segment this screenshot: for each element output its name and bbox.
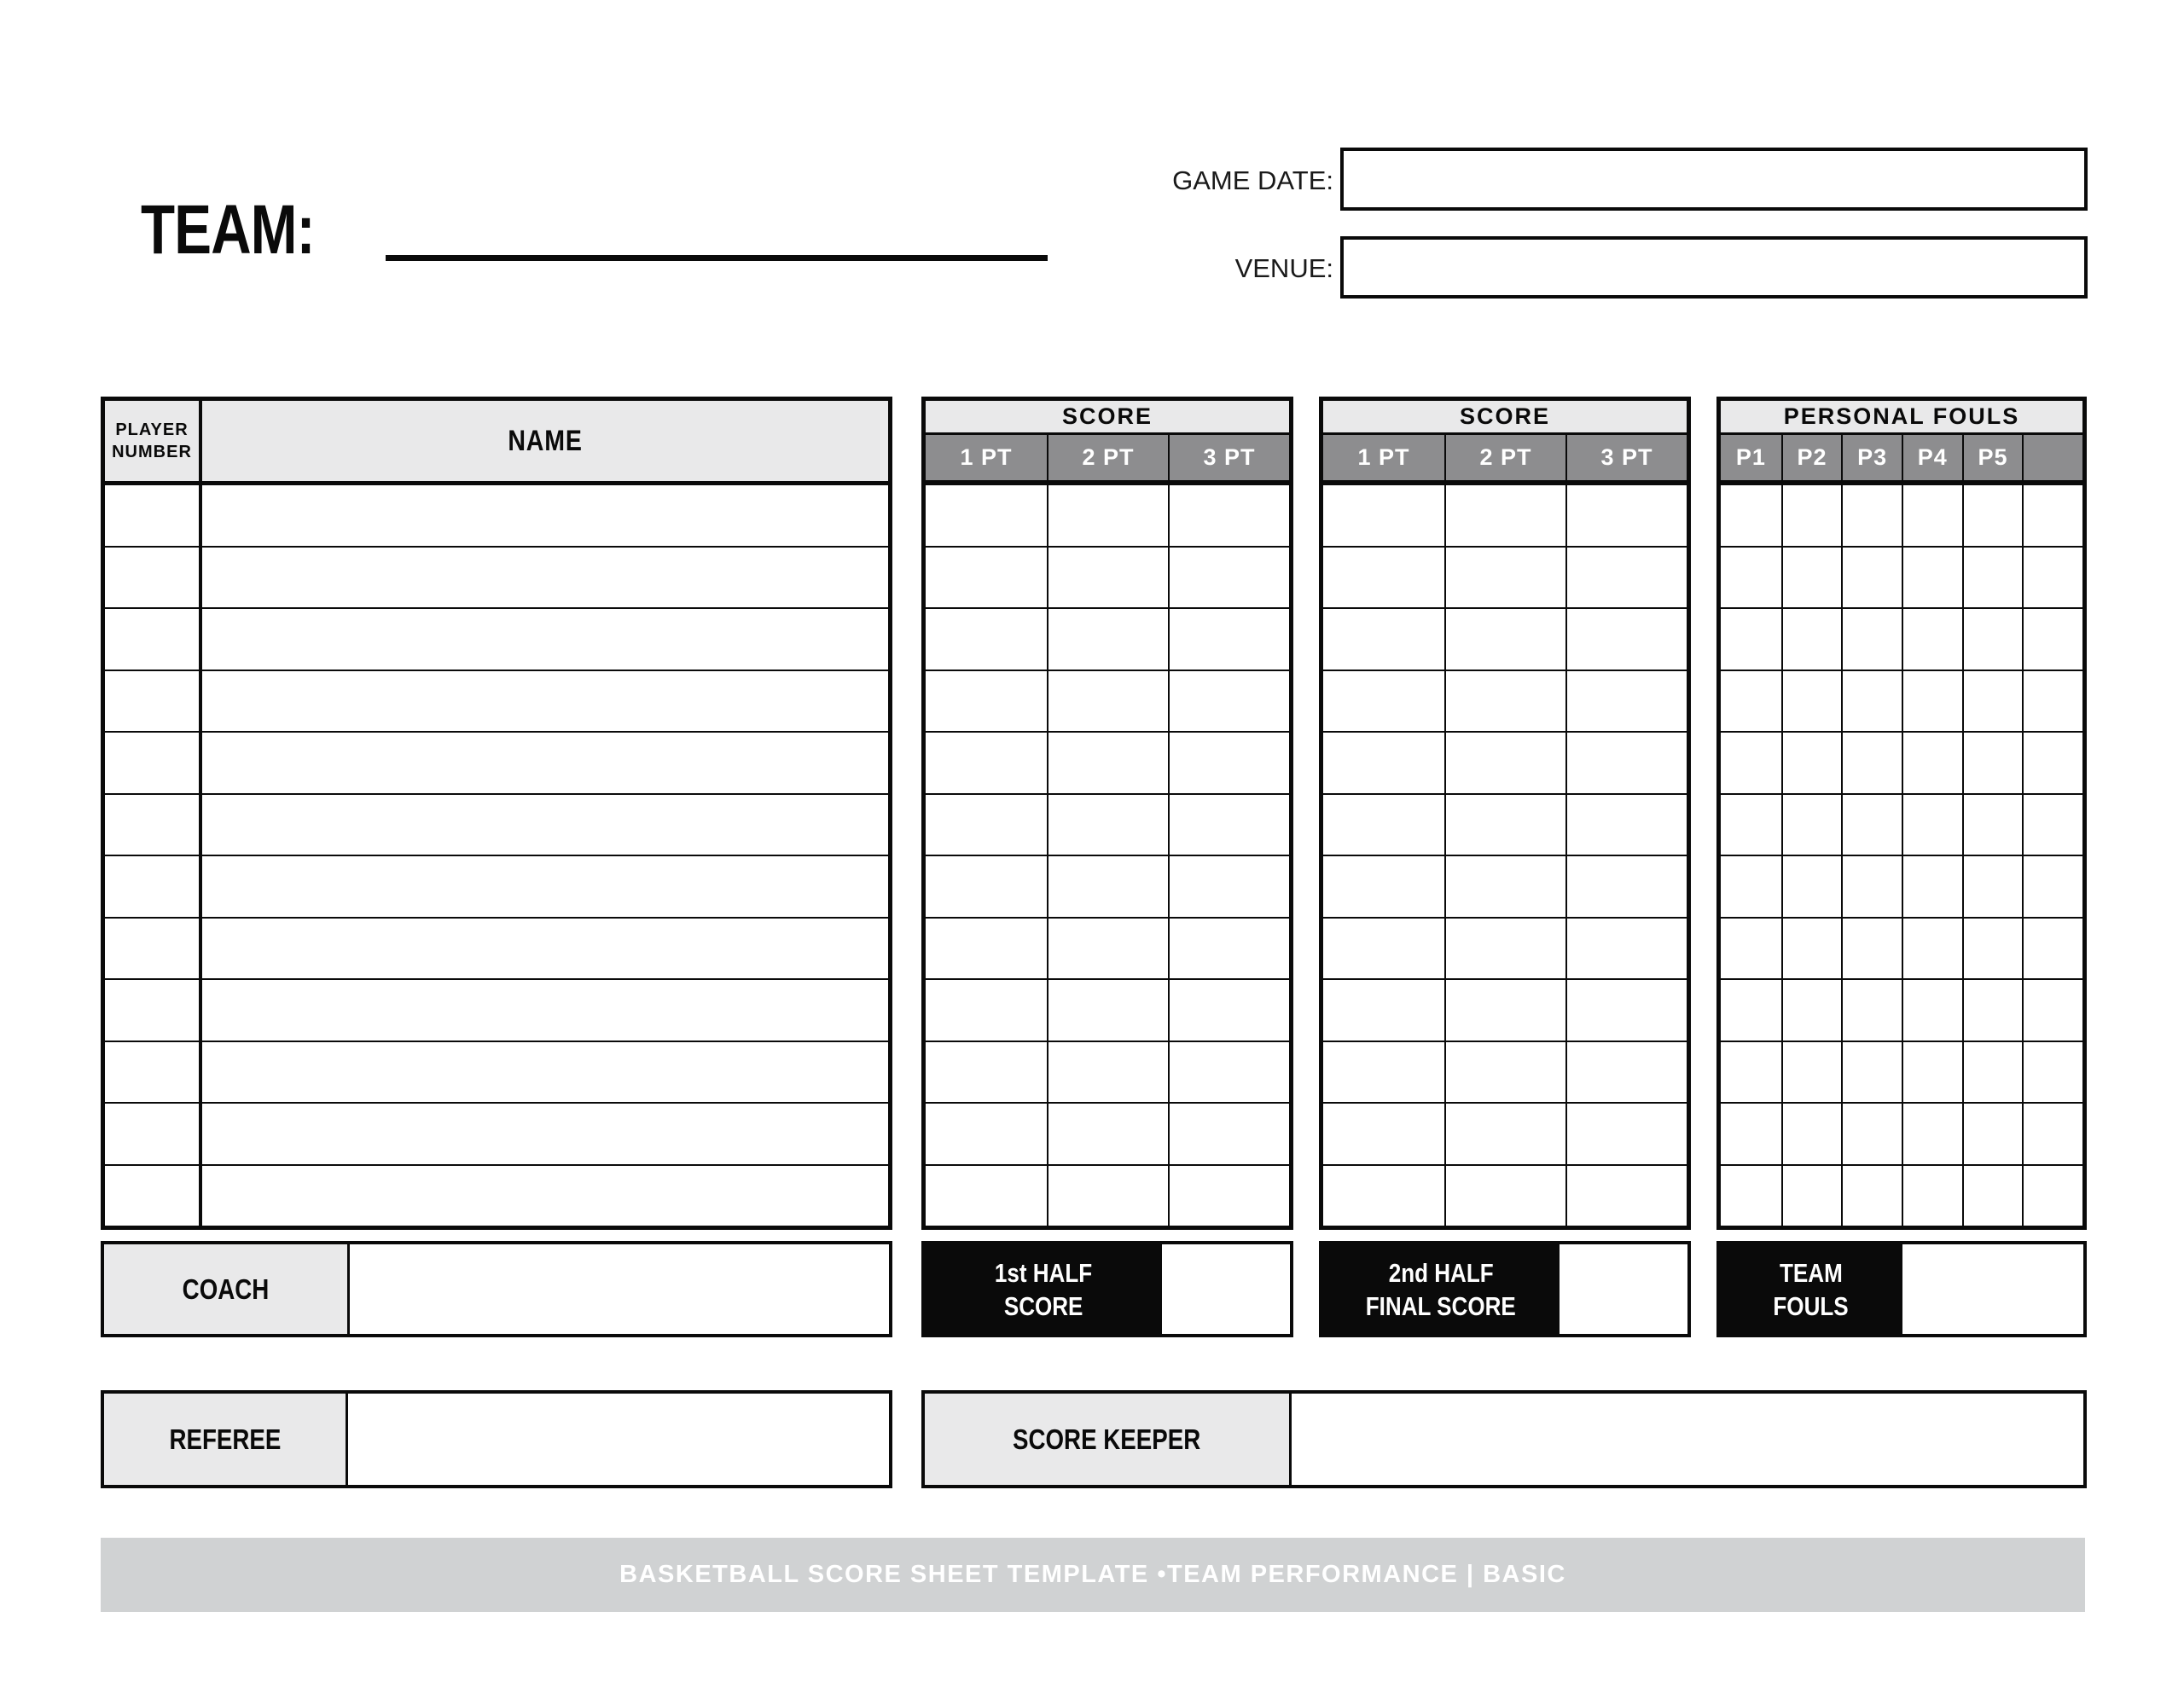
fouls-table-col-header-1: P1	[1721, 435, 1781, 484]
fouls-table-cell-r4-c2[interactable]	[1781, 670, 1842, 732]
roster-table-cell-r12-c1[interactable]	[105, 1164, 202, 1226]
score-keeper-label: SCORE KEEPER	[925, 1394, 1292, 1485]
fouls-table-cell-r9-c2[interactable]	[1781, 978, 1842, 1041]
score-table-1-col-header-1: 1 PT	[926, 435, 1047, 484]
score-table-2-cell-r5-c3[interactable]	[1565, 731, 1687, 793]
roster-table-cell-r3-c2[interactable]	[202, 607, 888, 670]
fouls-table-cell-r11-c4[interactable]	[1902, 1102, 1962, 1164]
coach-input[interactable]	[350, 1244, 889, 1334]
team-title	[141, 191, 358, 269]
roster-table-cell-r7-c1[interactable]	[105, 855, 202, 917]
fouls-table-cell-r7-c4[interactable]	[1902, 855, 1962, 917]
fouls-table-cell-r11-c5[interactable]	[1962, 1102, 2023, 1164]
score-table-2-cell-r4-c2[interactable]	[1444, 670, 1565, 732]
fouls-table-cell-r3-c2[interactable]	[1781, 607, 1842, 670]
first-half-score-box	[921, 1241, 1293, 1337]
score-table-2-col-header-3: 3 PT	[1565, 435, 1687, 484]
score-table-1-cell-r8-c3[interactable]	[1168, 917, 1289, 979]
fouls-table-cell-r6-c4[interactable]	[1902, 793, 1962, 855]
score-table-1-cell-r3-c3[interactable]	[1168, 607, 1289, 670]
score-table-1-cell-r2-c3[interactable]	[1168, 546, 1289, 608]
fouls-table-cell-r3-c1[interactable]	[1721, 607, 1781, 670]
team-fouls-input[interactable]	[1902, 1244, 2083, 1334]
fouls-table-cell-r7-c5[interactable]	[1962, 855, 2023, 917]
fouls-table-cell-r10-c6[interactable]	[2022, 1041, 2082, 1103]
fouls-table-cell-r7-c1[interactable]	[1721, 855, 1781, 917]
fouls-table-cell-r2-c6[interactable]	[2022, 546, 2082, 608]
fouls-table-cell-r4-c3[interactable]	[1841, 670, 1902, 732]
score-table-1-cell-r1-c1[interactable]	[926, 484, 1047, 546]
fouls-table-cell-r8-c2[interactable]	[1781, 917, 1842, 979]
fouls-table-cell-r5-c5[interactable]	[1962, 731, 2023, 793]
fouls-table-col-header-6	[2022, 435, 2082, 484]
second-half-final-score-label: 2nd HALF FINAL SCORE	[1322, 1244, 1560, 1334]
score-table-1	[921, 397, 1293, 1230]
score-table-2-cell-r8-c1[interactable]	[1323, 917, 1444, 979]
score-table-2-cell-r3-c3[interactable]	[1565, 607, 1687, 670]
score-table-2-cell-r6-c1[interactable]	[1323, 793, 1444, 855]
score-table-1-cell-r7-c1[interactable]	[926, 855, 1047, 917]
score-table-1-cell-r5-c1[interactable]	[926, 731, 1047, 793]
score-table-1-cell-r2-c1[interactable]	[926, 546, 1047, 608]
fouls-table-cell-r1-c1[interactable]	[1721, 484, 1781, 546]
fouls-table-cell-r2-c2[interactable]	[1781, 546, 1842, 608]
first-half-score-label: 1st HALF SCORE	[925, 1244, 1162, 1334]
name-header: NAME	[202, 401, 888, 484]
roster-table-cell-r1-c1[interactable]	[105, 484, 202, 546]
score-table-2-cell-r7-c2[interactable]	[1444, 855, 1565, 917]
fouls-table-cell-r7-c6[interactable]	[2022, 855, 2082, 917]
fouls-table-cell-r3-c6[interactable]	[2022, 607, 2082, 670]
roster-table-cell-r1-c2[interactable]	[202, 484, 888, 546]
score-keeper-row	[921, 1390, 2087, 1488]
fouls-table-cell-r6-c1[interactable]	[1721, 793, 1781, 855]
fouls-table-cell-r3-c4[interactable]	[1902, 607, 1962, 670]
roster-table-cell-r11-c1[interactable]	[105, 1102, 202, 1164]
fouls-table-col-header-3: P3	[1841, 435, 1902, 484]
personal-fouls-title: PERSONAL FOULS	[1721, 401, 2082, 435]
score-table-2-cell-r10-c1[interactable]	[1323, 1041, 1444, 1103]
second-half-final-score-input[interactable]	[1560, 1244, 1687, 1334]
score-table-1-cell-r7-c3[interactable]	[1168, 855, 1289, 917]
referee-label: REFEREE	[104, 1394, 348, 1485]
score-table-1-cell-r6-c2[interactable]	[1047, 793, 1168, 855]
roster-table	[101, 397, 892, 1230]
score-table-2-cell-r7-c3[interactable]	[1565, 855, 1687, 917]
score-table-1-cell-r8-c1[interactable]	[926, 917, 1047, 979]
roster-table-cell-r2-c2[interactable]	[202, 546, 888, 608]
referee-row	[101, 1390, 892, 1488]
fouls-table-cell-r9-c5[interactable]	[1962, 978, 2023, 1041]
fouls-table-cell-r10-c2[interactable]	[1781, 1041, 1842, 1103]
fouls-table-col-header-5: P5	[1962, 435, 2023, 484]
score-table-1-cell-r9-c1[interactable]	[926, 978, 1047, 1041]
score-table-2-cell-r10-c3[interactable]	[1565, 1041, 1687, 1103]
score-table-2-cell-r3-c2[interactable]	[1444, 607, 1565, 670]
score-table-2-cell-r11-c1[interactable]	[1323, 1102, 1444, 1164]
fouls-table-cell-r12-c4[interactable]	[1902, 1164, 1962, 1226]
score-table-1-cell-r12-c1[interactable]	[926, 1164, 1047, 1226]
score-table-2-cell-r9-c2[interactable]	[1444, 978, 1565, 1041]
roster-table-cell-r3-c1[interactable]	[105, 607, 202, 670]
fouls-table-cell-r10-c3[interactable]	[1841, 1041, 1902, 1103]
team-fouls-label: TEAM FOULS	[1720, 1244, 1902, 1334]
roster-table-cell-r7-c2[interactable]	[202, 855, 888, 917]
referee-input[interactable]	[348, 1394, 889, 1485]
roster-table-cell-r8-c2[interactable]	[202, 917, 888, 979]
score-table-2-cell-r5-c2[interactable]	[1444, 731, 1565, 793]
score-table-2-cell-r11-c2[interactable]	[1444, 1102, 1565, 1164]
fouls-table-cell-r2-c4[interactable]	[1902, 546, 1962, 608]
roster-table-cell-r9-c1[interactable]	[105, 978, 202, 1041]
score-table-2-cell-r10-c2[interactable]	[1444, 1041, 1565, 1103]
score-table-1-cell-r1-c2[interactable]	[1047, 484, 1168, 546]
player-number-header-line1: PLAYER	[115, 420, 189, 439]
coach-row	[101, 1241, 892, 1337]
score-table-2-cell-r3-c1[interactable]	[1323, 607, 1444, 670]
fouls-table-cell-r11-c2[interactable]	[1781, 1102, 1842, 1164]
personal-fouls-table	[1716, 397, 2087, 1230]
score-table-2-col-header-1: 1 PT	[1323, 435, 1444, 484]
score-table-2-cell-r6-c3[interactable]	[1565, 793, 1687, 855]
fouls-table-cell-r12-c6[interactable]	[2022, 1164, 2082, 1226]
game-date-input[interactable]	[1340, 148, 2088, 211]
score-table-2-cell-r6-c2[interactable]	[1444, 793, 1565, 855]
fouls-table-cell-r8-c3[interactable]	[1841, 917, 1902, 979]
score-table-2-cell-r4-c3[interactable]	[1565, 670, 1687, 732]
fouls-table-cell-r12-c1[interactable]	[1721, 1164, 1781, 1226]
score-table-2-cell-r4-c1[interactable]	[1323, 670, 1444, 732]
roster-table-cell-r4-c1[interactable]	[105, 670, 202, 732]
score-table-2	[1319, 397, 1691, 1230]
score-table-1-cell-r8-c2[interactable]	[1047, 917, 1168, 979]
fouls-table-cell-r4-c4[interactable]	[1902, 670, 1962, 732]
game-date-label: GAME DATE:	[1172, 165, 1333, 195]
fouls-table-cell-r3-c3[interactable]	[1841, 607, 1902, 670]
team-title-label: TEAM:	[141, 191, 315, 269]
score-table-2-cell-r8-c2[interactable]	[1444, 917, 1565, 979]
fouls-table-cell-r7-c2[interactable]	[1781, 855, 1842, 917]
score-table-2-cell-r1-c2[interactable]	[1444, 484, 1565, 546]
score-table-1-cell-r4-c2[interactable]	[1047, 670, 1168, 732]
fouls-table-cell-r9-c6[interactable]	[2022, 978, 2082, 1041]
fouls-table-cell-r5-c4[interactable]	[1902, 731, 1962, 793]
score-table-1-cell-r10-c2[interactable]	[1047, 1041, 1168, 1103]
score-table-1-cell-r12-c3[interactable]	[1168, 1164, 1289, 1226]
fouls-table-cell-r5-c3[interactable]	[1841, 731, 1902, 793]
score-table-1-cell-r2-c2[interactable]	[1047, 546, 1168, 608]
roster-table-cell-r11-c2[interactable]	[202, 1102, 888, 1164]
fouls-table-cell-r12-c5[interactable]	[1962, 1164, 2023, 1226]
fouls-table-cell-r9-c4[interactable]	[1902, 978, 1962, 1041]
roster-table-cell-r5-c2[interactable]	[202, 731, 888, 793]
fouls-table-cell-r4-c1[interactable]	[1721, 670, 1781, 732]
fouls-table-cell-r2-c5[interactable]	[1962, 546, 2023, 608]
score-table-2-cell-r1-c3[interactable]	[1565, 484, 1687, 546]
fouls-table-cell-r6-c3[interactable]	[1841, 793, 1902, 855]
fouls-table-col-header-4: P4	[1902, 435, 1962, 484]
score-table-1-cell-r5-c3[interactable]	[1168, 731, 1289, 793]
fouls-table-cell-r8-c6[interactable]	[2022, 917, 2082, 979]
fouls-table-cell-r1-c5[interactable]	[1962, 484, 2023, 546]
score-table-1-cell-r11-c2[interactable]	[1047, 1102, 1168, 1164]
fouls-table-cell-r2-c1[interactable]	[1721, 546, 1781, 608]
fouls-table-cell-r8-c4[interactable]	[1902, 917, 1962, 979]
score-table-2-col-header-2: 2 PT	[1444, 435, 1565, 484]
fouls-table-cell-r1-c3[interactable]	[1841, 484, 1902, 546]
fouls-table-cell-r1-c2[interactable]	[1781, 484, 1842, 546]
score-table-2-cell-r12-c2[interactable]	[1444, 1164, 1565, 1226]
score-table-1-cell-r1-c3[interactable]	[1168, 484, 1289, 546]
fouls-table-cell-r6-c5[interactable]	[1962, 793, 2023, 855]
fouls-table-cell-r10-c1[interactable]	[1721, 1041, 1781, 1103]
score-table-2-cell-r12-c1[interactable]	[1323, 1164, 1444, 1226]
footer-text: BASKETBALL SCORE SHEET TEMPLATE •TEAM PERFORMANCE | BASIC	[619, 1561, 1566, 1588]
roster-table-cell-r10-c2[interactable]	[202, 1041, 888, 1103]
score-table-2-cell-r9-c3[interactable]	[1565, 978, 1687, 1041]
score-table-1-cell-r6-c3[interactable]	[1168, 793, 1289, 855]
roster-table-cell-r6-c2[interactable]	[202, 793, 888, 855]
score-table-2-cell-r9-c1[interactable]	[1323, 978, 1444, 1041]
fouls-table-cell-r1-c6[interactable]	[2022, 484, 2082, 546]
score-table-1-cell-r3-c1[interactable]	[926, 607, 1047, 670]
fouls-table-cell-r11-c3[interactable]	[1841, 1102, 1902, 1164]
fouls-table-cell-r8-c1[interactable]	[1721, 917, 1781, 979]
score-table-1-col-header-2: 2 PT	[1047, 435, 1168, 484]
score-table-2-cell-r2-c2[interactable]	[1444, 546, 1565, 608]
roster-table-cell-r10-c1[interactable]	[105, 1041, 202, 1103]
fouls-table-cell-r7-c3[interactable]	[1841, 855, 1902, 917]
venue-input[interactable]	[1340, 236, 2088, 299]
roster-table-cell-r8-c1[interactable]	[105, 917, 202, 979]
fouls-table-cell-r11-c1[interactable]	[1721, 1102, 1781, 1164]
score-table-2-cell-r8-c3[interactable]	[1565, 917, 1687, 979]
fouls-table-cell-r12-c2[interactable]	[1781, 1164, 1842, 1226]
fouls-table-cell-r6-c6[interactable]	[2022, 793, 2082, 855]
first-half-score-input[interactable]	[1162, 1244, 1290, 1334]
fouls-table-col-header-2: P2	[1781, 435, 1842, 484]
fouls-table-cell-r4-c6[interactable]	[2022, 670, 2082, 732]
score-table-2-title: SCORE	[1323, 401, 1687, 435]
score-table-2-cell-r2-c3[interactable]	[1565, 546, 1687, 608]
score-table-1-cell-r4-c3[interactable]	[1168, 670, 1289, 732]
score-table-1-cell-r6-c1[interactable]	[926, 793, 1047, 855]
score-table-1-cell-r3-c2[interactable]	[1047, 607, 1168, 670]
score-table-2-cell-r12-c3[interactable]	[1565, 1164, 1687, 1226]
team-fouls-box	[1716, 1241, 2087, 1337]
score-table-2-cell-r5-c1[interactable]	[1323, 731, 1444, 793]
roster-table-cell-r9-c2[interactable]	[202, 978, 888, 1041]
second-half-final-score-box	[1319, 1241, 1691, 1337]
fouls-table-cell-r5-c1[interactable]	[1721, 731, 1781, 793]
score-table-1-cell-r11-c1[interactable]	[926, 1102, 1047, 1164]
score-table-1-cell-r9-c2[interactable]	[1047, 978, 1168, 1041]
fouls-table-cell-r8-c5[interactable]	[1962, 917, 2023, 979]
score-keeper-input[interactable]	[1292, 1394, 2083, 1485]
roster-table-cell-r2-c1[interactable]	[105, 546, 202, 608]
score-table-1-title: SCORE	[926, 401, 1289, 435]
score-table-1-cell-r4-c1[interactable]	[926, 670, 1047, 732]
roster-table-cell-r6-c1[interactable]	[105, 793, 202, 855]
score-table-1-cell-r7-c2[interactable]	[1047, 855, 1168, 917]
player-number-header-line2: NUMBER	[112, 443, 192, 461]
fouls-table-cell-r1-c4[interactable]	[1902, 484, 1962, 546]
score-table-1-cell-r11-c3[interactable]	[1168, 1102, 1289, 1164]
score-table-1-cell-r12-c2[interactable]	[1047, 1164, 1168, 1226]
fouls-table-cell-r4-c5[interactable]	[1962, 670, 2023, 732]
score-table-1-col-header-3: 3 PT	[1168, 435, 1289, 484]
roster-table-cell-r4-c2[interactable]	[202, 670, 888, 732]
fouls-table-cell-r2-c3[interactable]	[1841, 546, 1902, 608]
fouls-table-cell-r5-c6[interactable]	[2022, 731, 2082, 793]
fouls-table-cell-r9-c1[interactable]	[1721, 978, 1781, 1041]
score-table-1-cell-r9-c3[interactable]	[1168, 978, 1289, 1041]
roster-table-cell-r5-c1[interactable]	[105, 731, 202, 793]
fouls-table-cell-r3-c5[interactable]	[1962, 607, 2023, 670]
score-table-1-cell-r10-c1[interactable]	[926, 1041, 1047, 1103]
fouls-table-cell-r10-c5[interactable]	[1962, 1041, 2023, 1103]
score-table-2-cell-r11-c3[interactable]	[1565, 1102, 1687, 1164]
player-number-header	[105, 401, 202, 484]
score-table-1-cell-r5-c2[interactable]	[1047, 731, 1168, 793]
fouls-table-cell-r12-c3[interactable]	[1841, 1164, 1902, 1226]
fouls-table-cell-r11-c6[interactable]	[2022, 1102, 2082, 1164]
fouls-table-cell-r6-c2[interactable]	[1781, 793, 1842, 855]
fouls-table-cell-r10-c4[interactable]	[1902, 1041, 1962, 1103]
score-table-2-cell-r1-c1[interactable]	[1323, 484, 1444, 546]
footer-bar	[101, 1538, 2085, 1612]
coach-label: COACH	[104, 1244, 350, 1334]
fouls-table-cell-r5-c2[interactable]	[1781, 731, 1842, 793]
score-table-2-cell-r2-c1[interactable]	[1323, 546, 1444, 608]
venue-label: VENUE:	[1234, 253, 1333, 283]
score-table-1-cell-r10-c3[interactable]	[1168, 1041, 1289, 1103]
score-table-2-cell-r7-c1[interactable]	[1323, 855, 1444, 917]
roster-table-cell-r12-c2[interactable]	[202, 1164, 888, 1226]
fouls-table-cell-r9-c3[interactable]	[1841, 978, 1902, 1041]
